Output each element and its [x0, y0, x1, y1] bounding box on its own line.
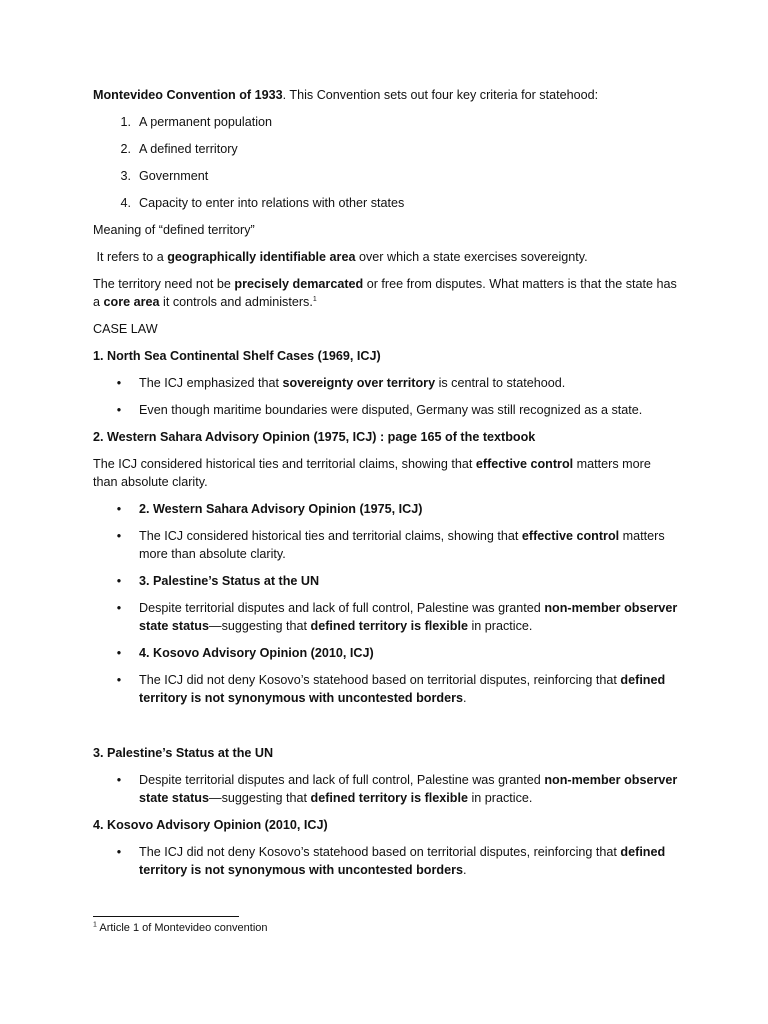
criteria-item: 4. Capacity to enter into relations with other states	[120, 196, 405, 210]
spacer	[93, 716, 678, 744]
criteria-item: 3. Government	[120, 169, 209, 183]
bullet-icon: •	[116, 376, 122, 390]
bullet-item: • Even though maritime boundaries were disputed, Germany was still recognized as a state.	[93, 401, 678, 419]
bullet-item: • 3. Palestine’s Status at the UN	[93, 572, 678, 590]
intro-paragraph: Montevideo Convention of 1933. This Convention sets out four key criteria for statehood:	[93, 88, 599, 102]
bullet-item: • 4. Kosovo Advisory Opinion (2010, ICJ)	[93, 644, 678, 662]
section-heading: 1. North Sea Continental Shelf Cases (1969, ICJ)	[93, 349, 381, 363]
bullet-item: • The ICJ emphasized that sovereignty over territory is central to statehood.	[93, 374, 678, 392]
criteria-item: 1. A permanent population	[120, 115, 273, 129]
bullet-icon: •	[116, 845, 122, 859]
bullet-item: • The ICJ considered historical ties and territorial claims, showing that effective control matters more than absolute clarity.	[93, 527, 678, 563]
criteria-item: 2. A defined territory	[120, 142, 238, 156]
footnote-ref[interactable]: 1	[312, 295, 317, 303]
bullet-item: • The ICJ did not deny Kosovo’s statehood based on territorial disputes, reinforcing that defined territory is not synonymous with uncontested borders.	[93, 671, 678, 707]
bullet-icon: •	[116, 601, 122, 615]
footnote-text: Article 1 of Montevideo convention	[96, 922, 268, 934]
document-body	[93, 86, 678, 888]
section-heading: 3. Palestine’s Status at the UN	[93, 746, 274, 760]
western-sahara-paragraph: The ICJ considered historical ties and territorial claims, showing that effective control matters more than absolute clarity.	[93, 457, 651, 489]
bullet-icon: •	[116, 529, 122, 543]
meaning-paragraph: It refers to a geographically identifiable area over which a state exercises sovereignty.	[93, 250, 588, 264]
footnote-number: 1	[93, 921, 97, 929]
bullet-item: • Despite territorial disputes and lack of full control, Palestine was granted non-member observer state status—suggesting that defined territory is flexible in practice.	[93, 599, 678, 635]
bullet-icon: •	[116, 773, 122, 787]
section-heading: 2. Western Sahara Advisory Opinion (1975, ICJ) : page 165 of the textbook	[93, 430, 536, 444]
footnote-separator	[93, 916, 239, 917]
bullet-icon: •	[116, 502, 122, 516]
bullet-icon: •	[116, 673, 122, 687]
section-heading: 4. Kosovo Advisory Opinion (2010, ICJ)	[93, 818, 328, 832]
bullet-icon: •	[116, 646, 122, 660]
territory-paragraph: The territory need not be precisely demarcated or free from disputes. What matters is that the state has a core area it controls and administers.$^1$	[93, 277, 677, 309]
meaning-heading: Meaning of “defined territory”	[93, 223, 255, 237]
intro-bold: Montevideo Convention of 1933	[93, 88, 283, 102]
bullet-icon: •	[116, 403, 122, 417]
bullet-item: • 2. Western Sahara Advisory Opinion (1975, ICJ)	[93, 500, 678, 518]
footnote	[93, 920, 268, 936]
bullet-item: • Despite territorial disputes and lack of full control, Palestine was granted non-member observer state status—suggesting that defined territory is flexible in practice.	[93, 771, 678, 807]
bullet-item: • The ICJ did not deny Kosovo’s statehood based on territorial disputes, reinforcing that defined territory is not synonymous with uncontested borders.	[93, 843, 678, 879]
bullet-icon: •	[116, 574, 122, 588]
case-law-heading: CASE LAW	[93, 322, 158, 336]
